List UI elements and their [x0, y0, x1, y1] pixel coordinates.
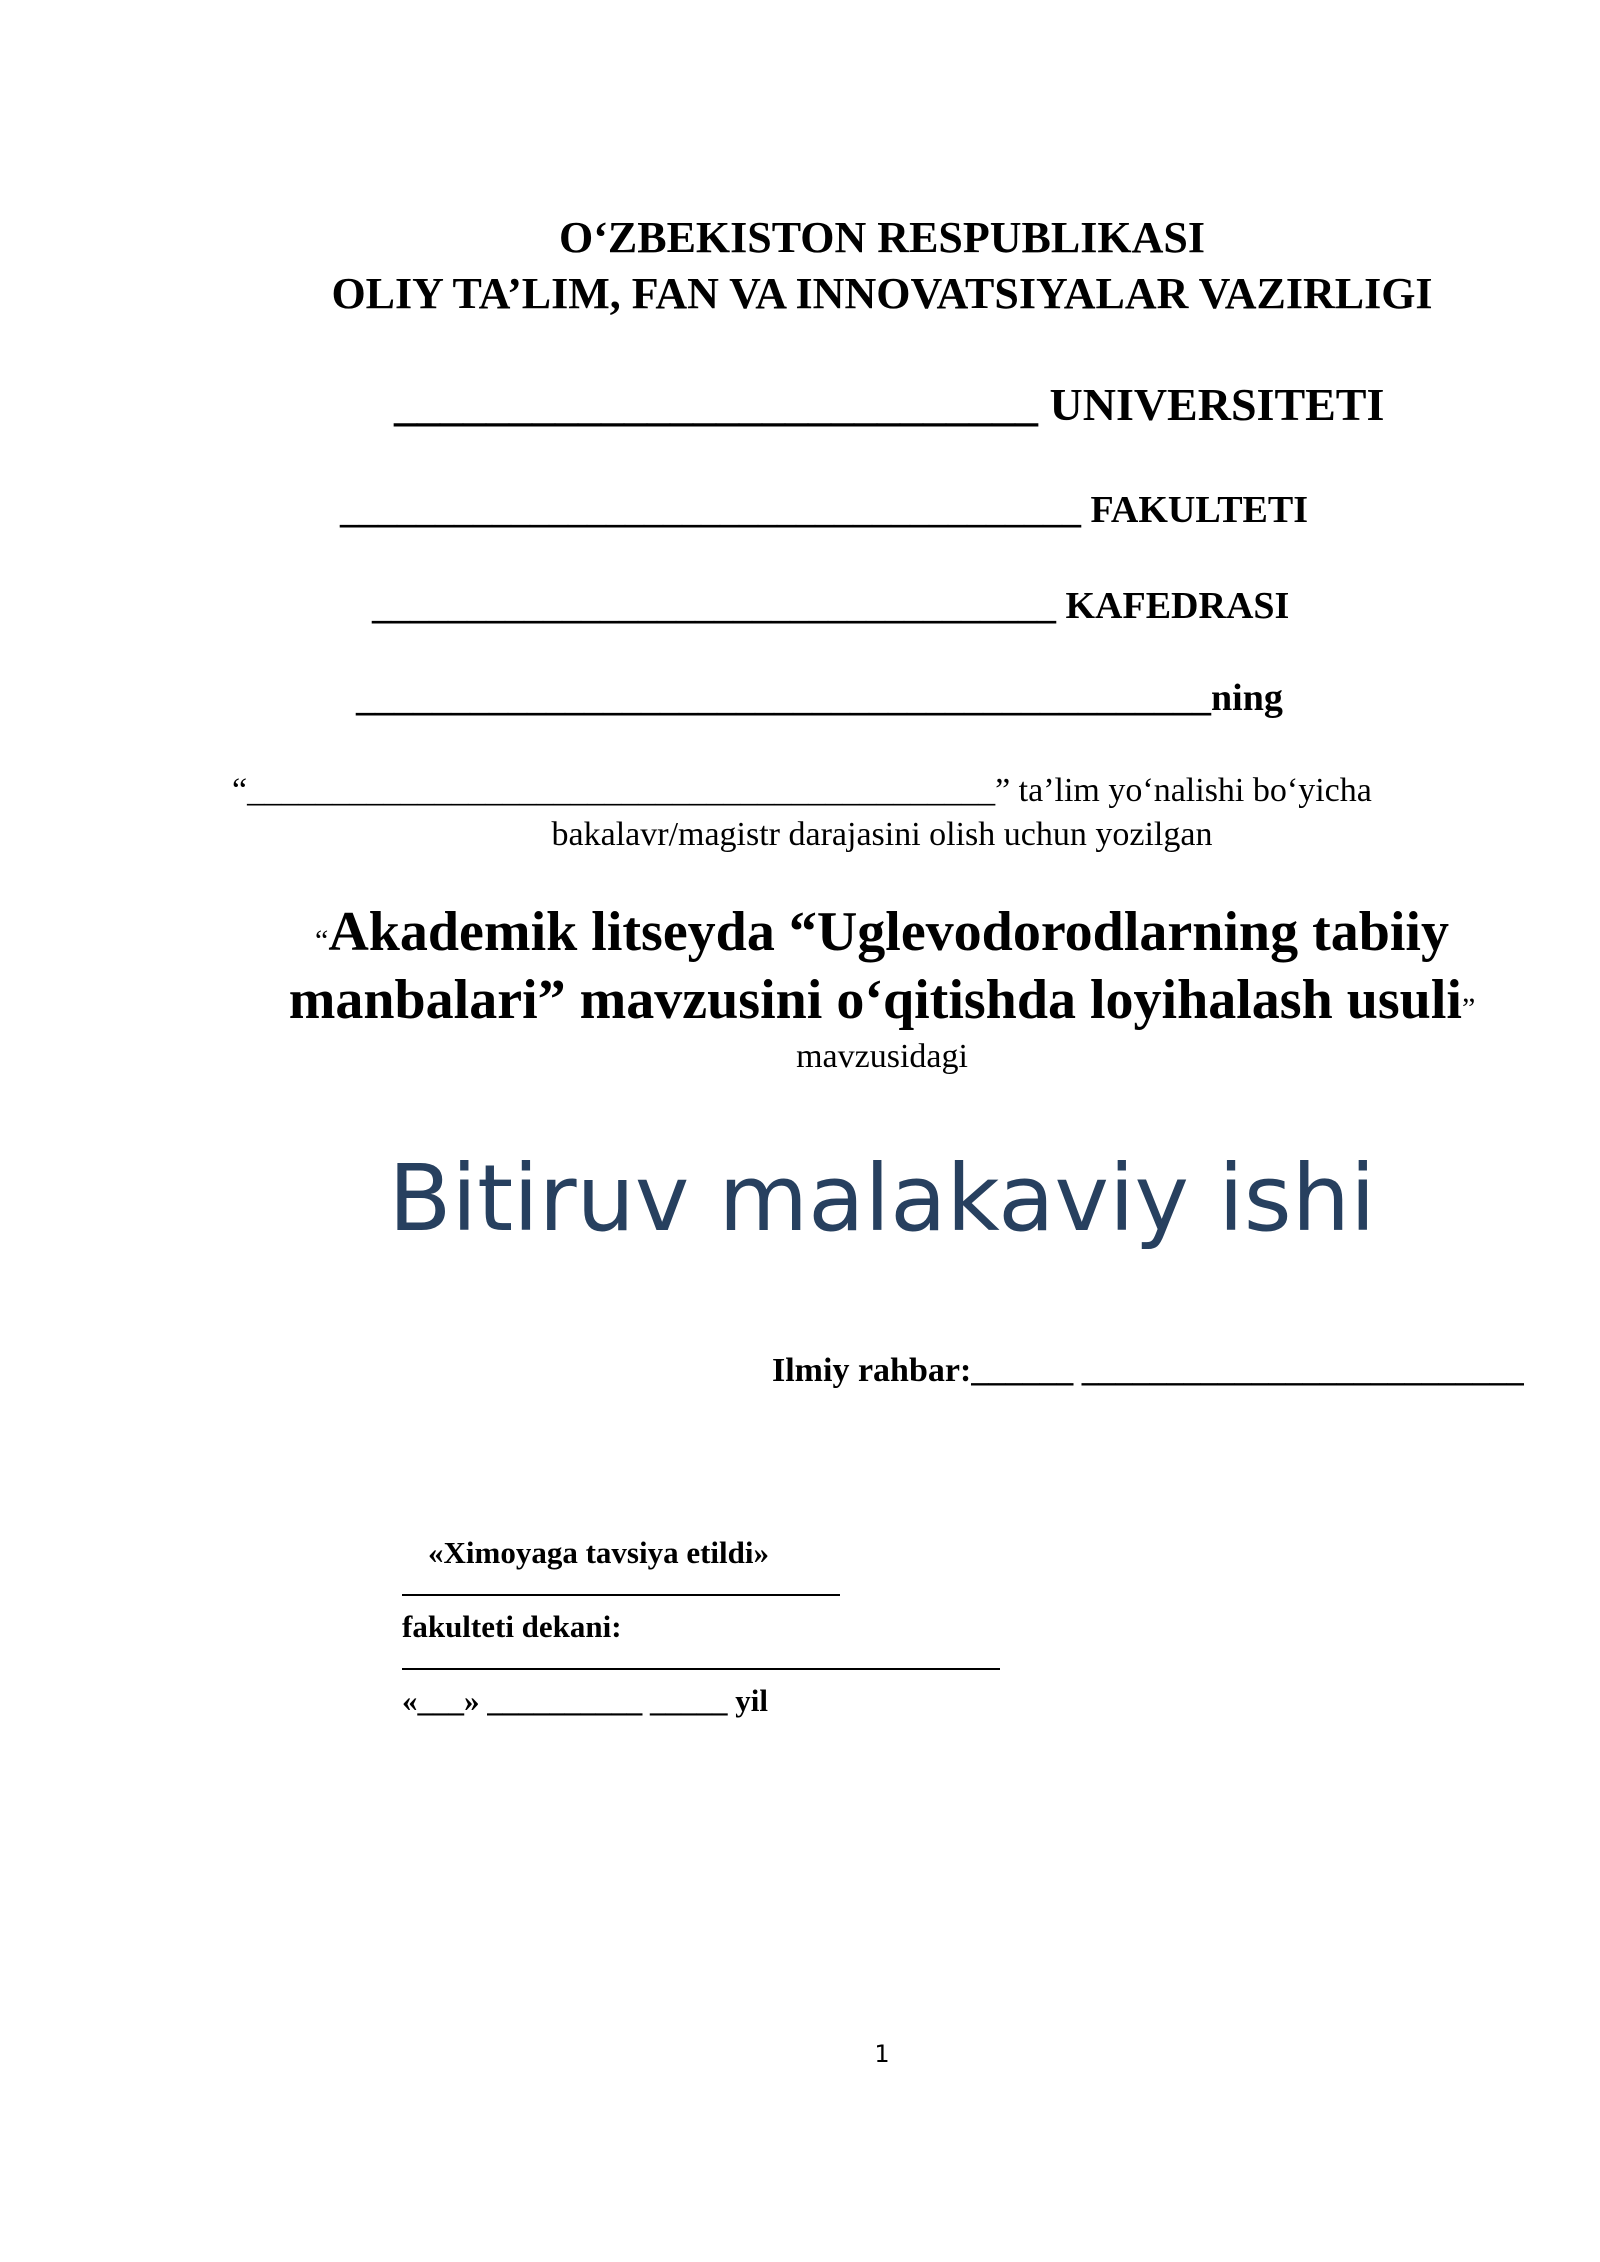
topic-suffix: mavzusidagi [796, 1038, 968, 1075]
department-line [372, 584, 1289, 628]
department-blank: ____________________________________ [372, 585, 1056, 627]
supervisor-line [772, 1352, 1524, 1390]
page-number: 1 [874, 2040, 890, 2068]
direction-text: ” ta’lim yo‘nalishi bo‘yicha [995, 772, 1372, 809]
faculty-blank: _______________________________________ [340, 489, 1081, 531]
supervisor-label: Ilmiy rahbar: [772, 1352, 972, 1389]
direction-line [232, 772, 1372, 810]
topic-open-quote: “ [315, 924, 329, 957]
university-blank: ____________________________ [394, 379, 1038, 430]
topic-line-2 [0, 968, 1600, 1032]
direction-blank: ____________________________________________ [247, 772, 996, 809]
date-line: «___» __________ _____ yil [402, 1683, 768, 1718]
topic-line-1 [0, 900, 1600, 964]
faculty-line [340, 488, 1308, 532]
topic-text-2: manbalari” mavzusini o‘qitishda loyihalash usuli [288, 969, 1462, 1031]
student-line [356, 676, 1283, 720]
supervisor-blank-2: __________________________ [1073, 1352, 1524, 1389]
faculty-label: FAKULTETI [1081, 489, 1309, 531]
recommend-label: «Ximoyaga tavsiya etildi» [428, 1535, 769, 1570]
ministry-line-2: OLIY TA’LIM, FAN VA INNOVATSIYALAR VAZIRLIGI [331, 269, 1433, 318]
dean-label: fakulteti dekani: [402, 1609, 622, 1644]
topic-close-quote: ” [1461, 992, 1476, 1025]
student-blank: _____________________________________________ [356, 677, 1211, 719]
work-title: Bitiruv malakaviy ishi [388, 1145, 1376, 1252]
dean-faculty-rule [402, 1568, 840, 1596]
student-suffix: ning [1211, 677, 1283, 719]
dean-name-rule [402, 1642, 1000, 1670]
university-label: UNIVERSITETI [1038, 379, 1385, 430]
topic-text-1: Akademik litseyda “Uglevodorodlarning tabiiy [328, 901, 1449, 963]
department-label: KAFEDRASI [1056, 585, 1290, 627]
ministry-line-1: O‘ZBEKISTON RESPUBLIKASI [559, 213, 1205, 262]
supervisor-blank-1: ______ [971, 1352, 1074, 1389]
university-line [394, 378, 1384, 431]
degree-line: bakalavr/magistr darajasini olish uchun yozilgan [551, 816, 1213, 853]
direction-open-quote: “ [232, 772, 248, 809]
